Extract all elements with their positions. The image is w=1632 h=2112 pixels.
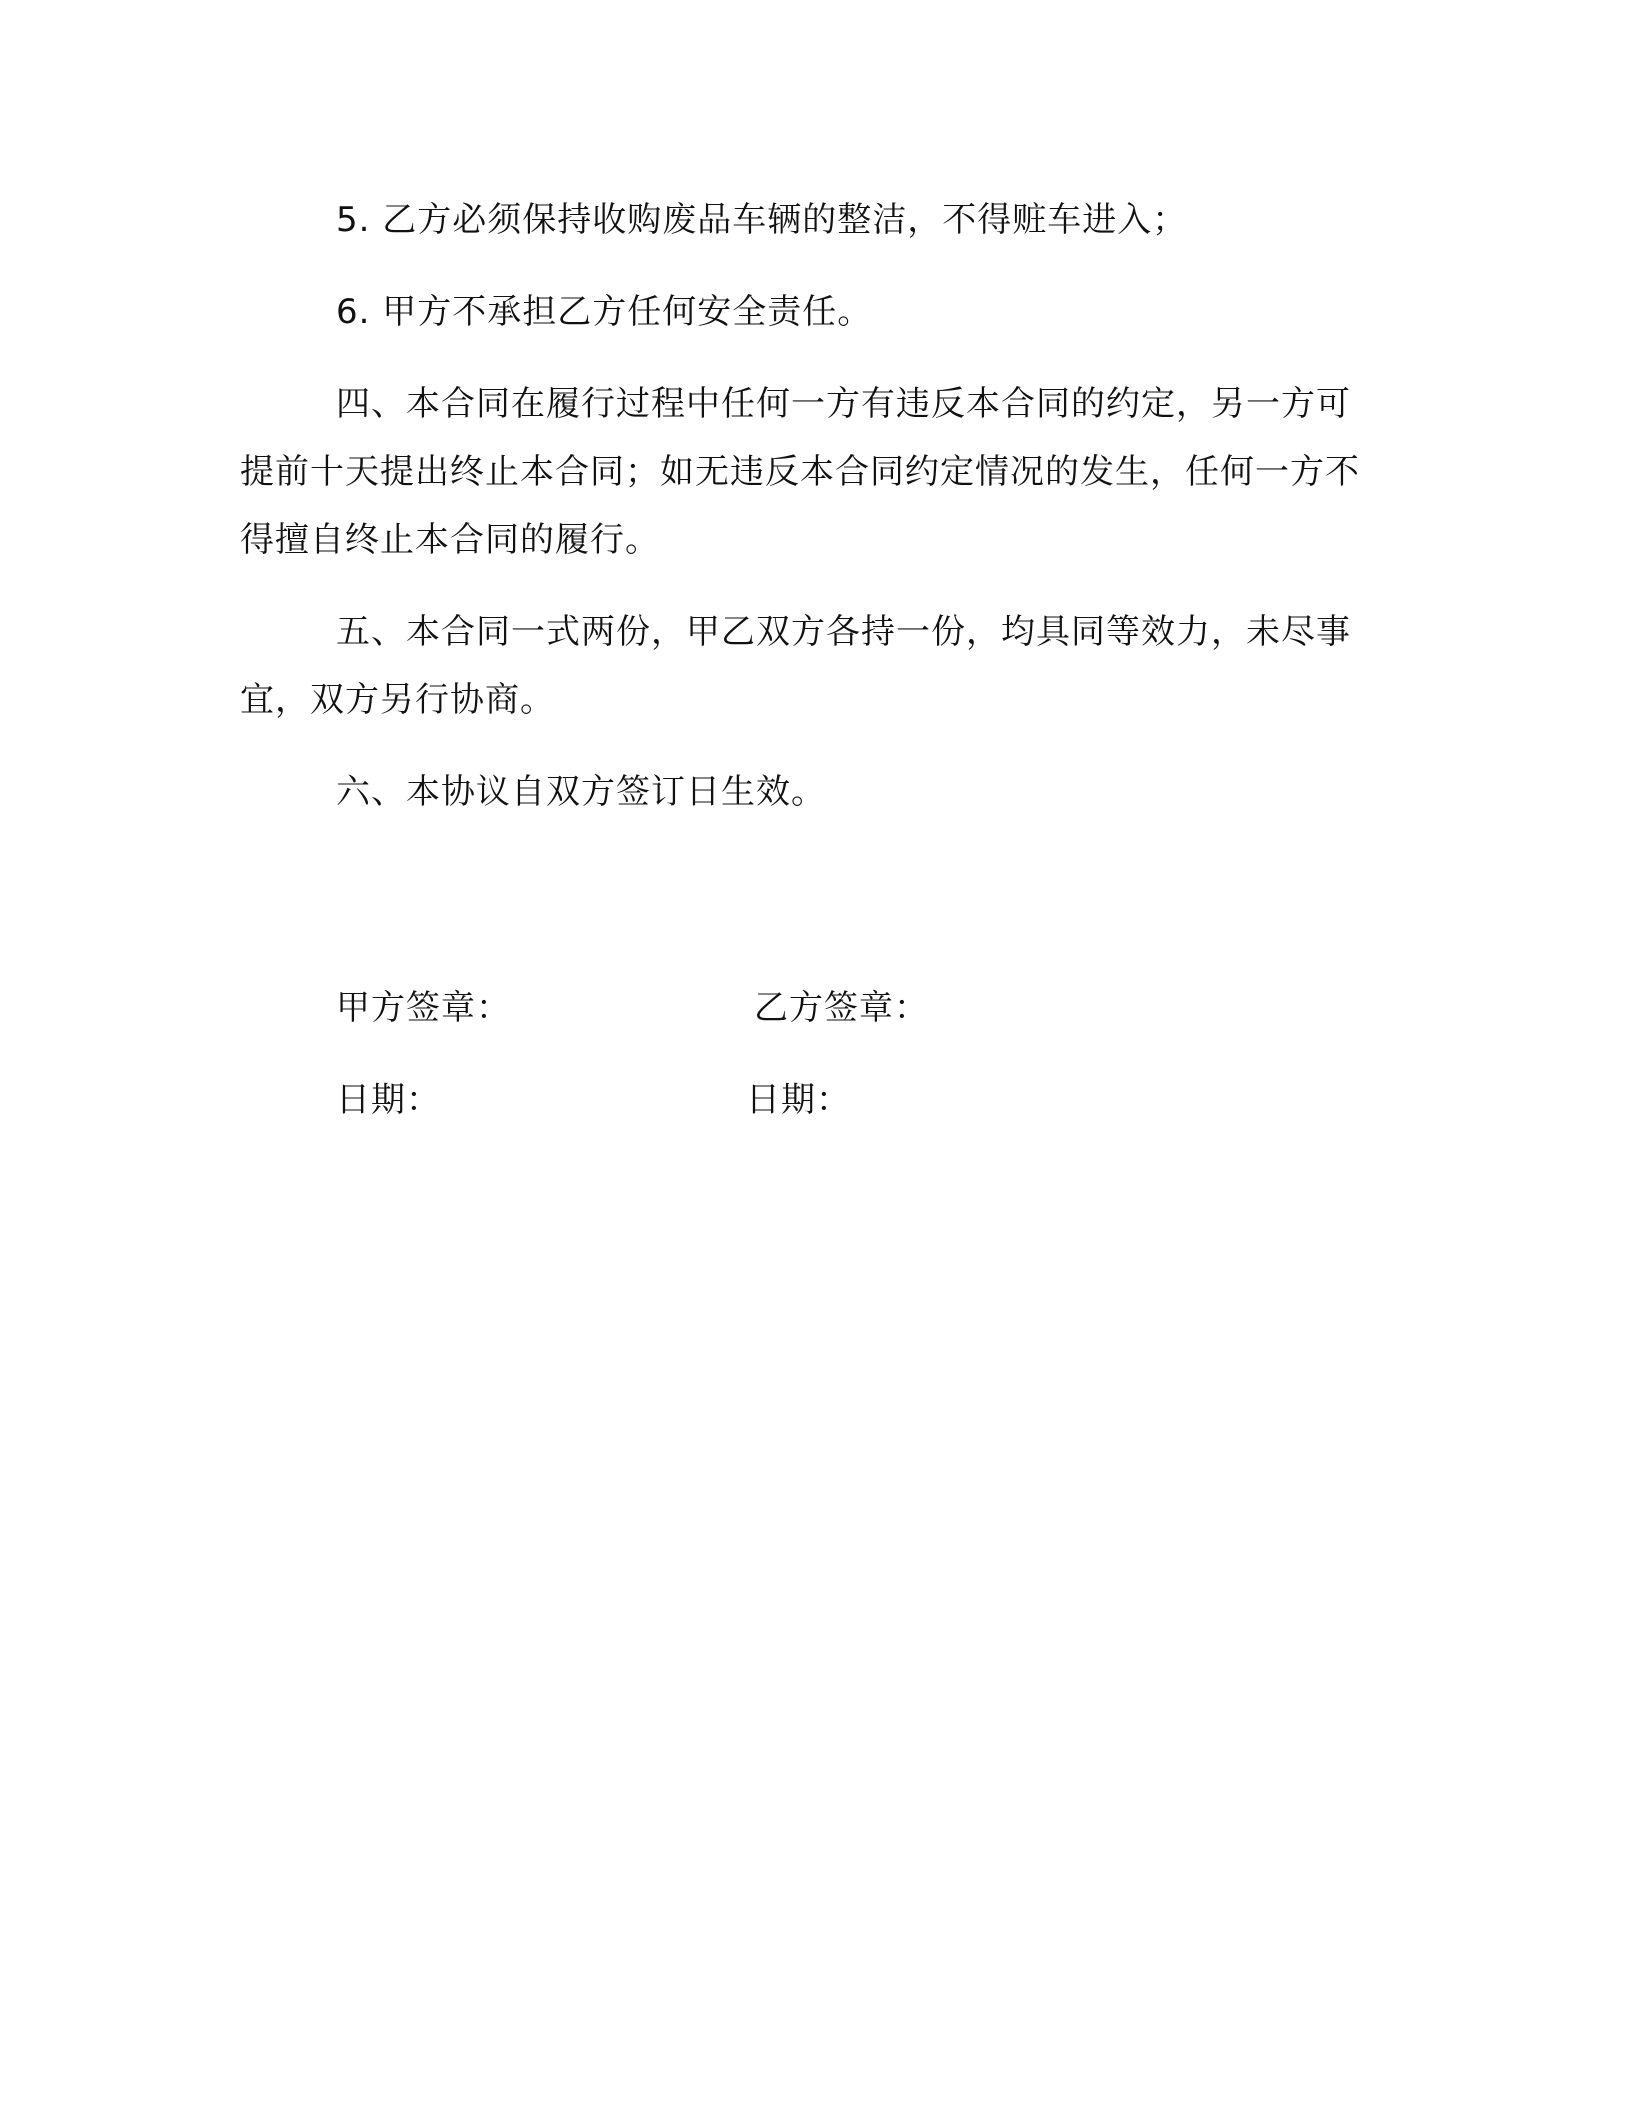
signature-date-row [240, 1066, 1370, 1134]
party-a-date-label: 日期： [336, 1080, 441, 1120]
clause-6: 6. 甲方不承担乙方任何安全责任。 [336, 292, 873, 332]
signature-stamp-row [240, 974, 1370, 1042]
clause-5: 5. 乙方必须保持收购废品车辆的整洁，不得赃车进入； [336, 200, 1188, 240]
clause-four-termination: 四、本合同在履行过程中任何一方有违反本合同的约定，另一方可提前十天提出终止本合同；如无违反本合同约定情况的发生，任何一方不得擅自终止本合同的履行。 [240, 384, 1360, 560]
clause-five-copies: 五、本合同一式两份，甲乙双方各持一份，均具同等效力，未尽事宜，双方另行协商。 [240, 612, 1351, 720]
party-a-stamp-label: 甲方签章： [336, 988, 511, 1028]
clause-six-effective: 六、本协议自双方签订日生效。 [336, 772, 826, 812]
party-b-stamp-label: 乙方签章： [754, 988, 929, 1028]
document-body [240, 186, 1370, 1134]
party-b-date-label: 日期： [746, 1080, 851, 1120]
